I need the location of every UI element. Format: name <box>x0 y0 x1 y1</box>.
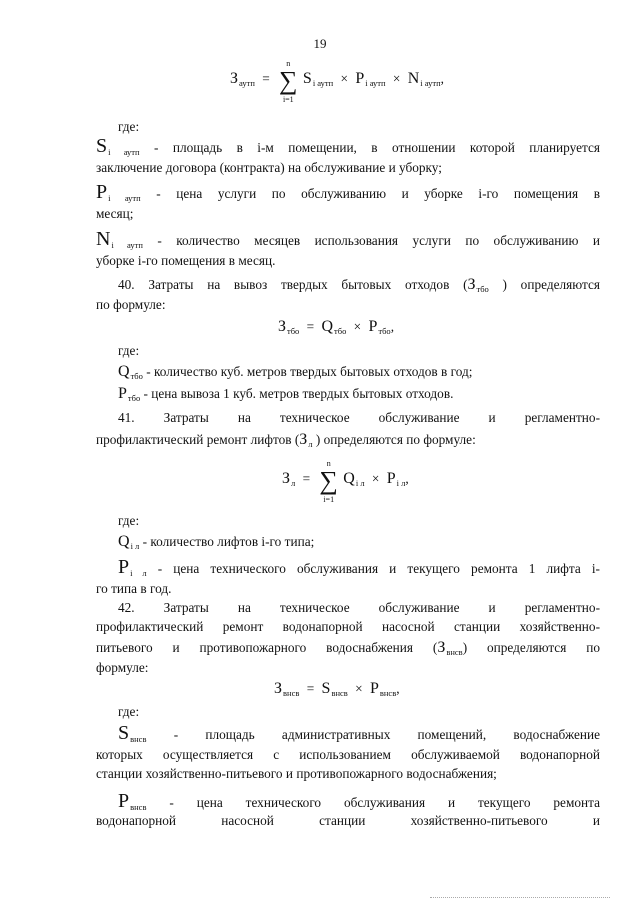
para-42-line1: 42. Затраты на техническое обслуживание и регламентно- <box>118 600 600 615</box>
formula-water-station: $З_{внсв} = S_{внсв} \times P_{внсв}$, <box>274 680 400 698</box>
def-n-line1: $N_{i аутп}$ - количество месяцев использования услуги по обслуживанию и <box>96 228 601 250</box>
where-label: где: <box>118 513 140 528</box>
formula-waste-removal: $З_{тбо} = Q_{тбо} \times P_{тбо}$, <box>278 318 395 336</box>
formula-outsourcing-cleaning: $З_{аутп}$ = ∑ n i=1 $S_{i аутп} \times P_{i аутп} \times N_{i аутп}$, <box>230 59 444 104</box>
para-40-line1: 40. Затраты на вывоз твердых бытовых отходов ($З_{тбо}$ ) определяются <box>118 276 600 294</box>
para-42-line4: формуле: <box>96 660 149 675</box>
def-n-line2: уборке i-го помещения в месяц. <box>96 253 276 268</box>
page-number: 19 <box>313 36 327 51</box>
def-s-water-line3: станции хозяйственно-питьевого и противопожарного водоснабжения; <box>96 766 497 781</box>
para-41-line1: 41. Затраты на техническое обслуживание и регламентно- <box>118 410 600 425</box>
sum-symbol: ∑ n i=1 <box>319 459 338 504</box>
para-40-line2: по формуле: <box>96 297 166 312</box>
formula-elevators: $З_л$ = ∑ n i=1 $Q_{i л} \times P_{i л}$, <box>282 459 409 504</box>
def-p-water-line1: $P_{внсв}$ - цена технического обслуживания и текущего ремонта <box>118 790 601 812</box>
para-41-line2: профилактический ремонт лифтов ($З_л$ ) определяются по формуле: <box>96 431 476 449</box>
sum-symbol: ∑ n i=1 <box>279 59 298 104</box>
para-42-line2: профилактический ремонт водонапорной насосной станции хозяйственно- <box>96 619 600 634</box>
def-s-line1: $S_{i аутп}$ - площадь в i-м помещении, в отношении которой планируется <box>96 135 601 157</box>
def-q-waste: $Q_{тбо}$ - количество куб. метров твердых бытовых отходов в год; <box>118 363 473 381</box>
def-p-elevators-line2: го типа в год. <box>96 581 172 596</box>
def-p-water-line2: водонапорной насосной станции хозяйственно-питьевого и <box>96 813 600 828</box>
where-label: где: <box>118 704 140 719</box>
def-p-line1: $P_{i аутп}$ - цена услуги по обслуживанию и уборке i-го помещения в <box>96 181 600 203</box>
footer-rule <box>430 897 610 898</box>
def-p-elevators-line1: $P_{i л}$ - цена технического обслуживания и текущего ремонта 1 лифта i- <box>118 556 600 578</box>
def-p-line2: месяц; <box>96 206 134 221</box>
def-q-elevators: $Q_{i л}$ - количество лифтов i-го типа; <box>118 533 315 551</box>
def-s-line2: заключение договора (контракта) на обслуживание и уборку; <box>96 160 442 175</box>
para-42-line3: питьевого и противопожарного водоснабжения $(З_{внсв})$ определяются по <box>96 639 600 657</box>
where-label: где: <box>118 119 140 134</box>
def-p-waste: $P_{тбо}$ - цена вывоза 1 куб. метров твердых бытовых отходов. <box>118 385 454 403</box>
def-s-water-line1: $S_{внсв}$ - площадь административных помещений, водоснабжение <box>118 722 600 744</box>
where-label: где: <box>118 343 140 358</box>
def-s-water-line2: которых осуществляется с использованием обслуживаемой водонапорной <box>96 747 600 762</box>
